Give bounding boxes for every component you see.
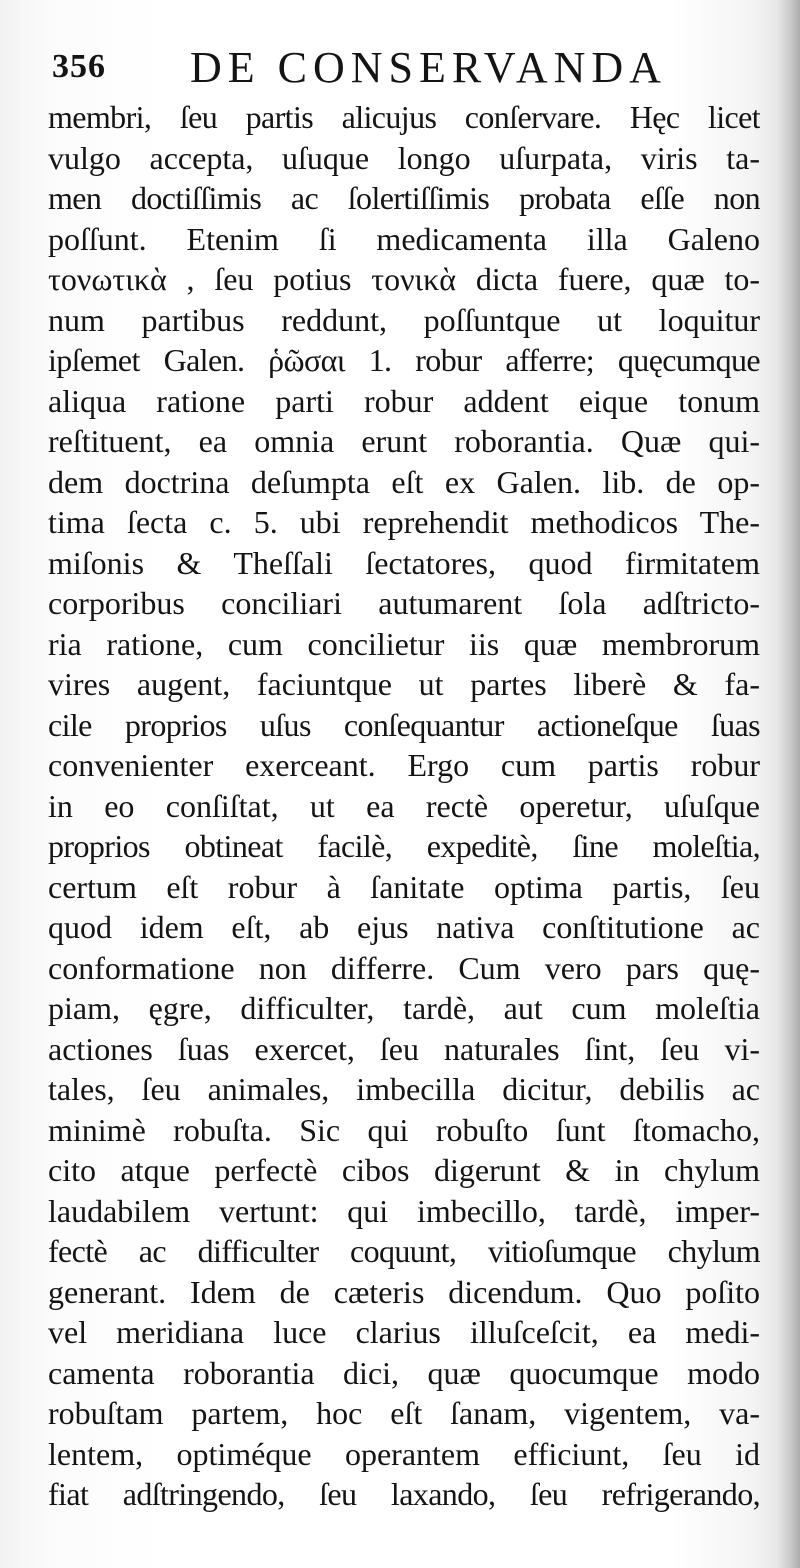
text-line: piam, ęgre, difficulter, tardè, aut cum moleſtia xyxy=(48,990,760,1026)
text-line: vulgo accepta, uſuque longo uſurpata, viris ta- xyxy=(48,139,760,176)
text-line: vel meridiana luce clarius illuſceſcit, ea medi- xyxy=(48,1314,760,1350)
text-line: actiones ſuas exercet, ſeu naturales ſint, ſeu vi- xyxy=(48,1030,760,1067)
text-line: τονωτικὰ , ſeu potius τονικὰ dicta fuere, quæ to- xyxy=(48,261,760,297)
running-head xyxy=(50,38,750,98)
text-line: num partibus reddunt, poſſuntque ut loquitur xyxy=(48,301,760,338)
text-line: corporibus conciliari autumarent ſola adſtrictο- xyxy=(48,585,760,621)
text-line: camenta roborantia dici, quæ quocumque modo xyxy=(48,1354,760,1391)
text-line: minimè robuſta. Sic qui robuſto ſunt ſtomacho, xyxy=(48,1111,760,1148)
text-line: certum eſt robur à ſanitate optima partis, ſeu xyxy=(48,868,760,905)
body-text xyxy=(48,97,760,1515)
text-line: tima ſecta c. 5. ubi reprehendit methodicos The- xyxy=(48,504,760,540)
text-line: ipſemet Galen. ῥῶσαι 1. robur afferre; quęcumque xyxy=(48,342,760,378)
text-line: laudabilem vertunt: qui imbecillo, tardè, imper- xyxy=(48,1192,760,1229)
text-line: reſtituent, ea omnia erunt roborantia. Quæ qui- xyxy=(48,423,760,459)
text-line: proprios obtineat facilè, expeditè, ſine moleſtia, xyxy=(48,828,760,864)
text-line: poſſunt. Etenim ſi medicamenta illa Galeno xyxy=(48,220,760,257)
text-line: aliqua ratione parti robur addent eique tonum xyxy=(48,382,760,419)
text-line: robuſtam partem, hoc eſt ſanam, vigentem, va- xyxy=(48,1395,760,1431)
text-line: fectè ac difficulter coquunt, vitioſumque chylum xyxy=(48,1233,760,1269)
page-number: 356 xyxy=(52,48,106,85)
text-line: lentem, optiméque operantem efficiunt, ſeu id xyxy=(48,1435,760,1472)
running-title: DE CONSERVANDA xyxy=(190,43,667,92)
text-line: in eo conſiſtat, ut ea rectè operetur, uſuſque xyxy=(48,787,760,824)
text-line: vires augent, faciuntque ut partes liberè & fa- xyxy=(48,666,760,702)
text-line: men doctiſſimis ac ſolertiſſimis probata eſſe non xyxy=(48,180,760,216)
text-line: miſonis & Theſſali ſectatores, quod firmitatem xyxy=(48,544,760,581)
text-line: ria ratione, cum concilietur iis quæ membrorum xyxy=(48,625,760,662)
text-line: quod idem eſt, ab ejus nativa conſtitutione ac xyxy=(48,909,760,945)
text-line: tales, ſeu animales, imbecilla dicitur, debilis ac xyxy=(48,1071,760,1107)
text-line: convenienter exerceant. Ergo cum partis robur xyxy=(48,747,760,783)
text-line: cito atque perfectè cibos digerunt & in chylum xyxy=(48,1152,760,1188)
text-line: generant. Idem de cæteris dicendum. Quo poſito xyxy=(48,1273,760,1310)
page-gutter-shadow xyxy=(776,0,800,1568)
text-line: cile proprios uſus conſequantur actioneſque ſuas xyxy=(48,706,760,743)
text-line: conformatione non differre. Cum vero pars quę- xyxy=(48,949,760,986)
text-line: dem doctrina deſumpta eſt ex Galen. lib. de op- xyxy=(48,463,760,500)
text-line: membri, ſeu partis alicujus conſervare. Hęc licet xyxy=(48,99,760,135)
text-line: fiat adſtringendo, ſeu laxando, ſeu refrigerando, xyxy=(48,1476,760,1512)
